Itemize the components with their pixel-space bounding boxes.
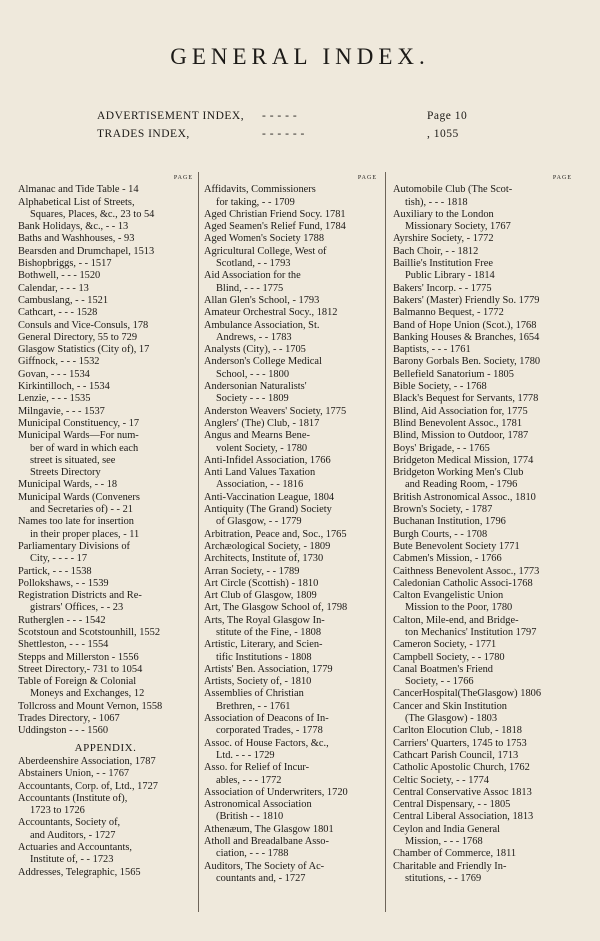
index-entry: Assoc. of House Factors, &c.,: [204, 737, 329, 749]
header-index-references: [97, 110, 517, 146]
index-entry: and Reading Room, - 1796: [405, 479, 518, 491]
index-entry: stitutions, - - 1769: [405, 872, 482, 884]
index-entry: Bank Holidays, &c., - - 13: [18, 221, 129, 233]
index-entry: Public Library - 1814: [405, 270, 495, 282]
index-entry: Buchanan Institution, 1796: [393, 516, 506, 528]
index-entry: Arbitration, Peace and, Soc., 1765: [204, 528, 347, 540]
index-entry: Anti-Vaccination League, 1804: [204, 491, 335, 503]
index-entry: Tollcross and Mount Vernon, 1558: [18, 700, 163, 712]
index-entry: Assemblies of Christian: [204, 688, 304, 700]
index-entry: Partick, - - - 1538: [18, 565, 92, 577]
page-column-header: PAGE: [357, 175, 377, 181]
index-entry: British Astronomical Assoc., 1810: [393, 491, 536, 503]
index-entry: Cathcart, - - - 1528: [18, 307, 98, 319]
index-entry: Bute Benevolent Society 1771: [393, 540, 520, 552]
index-entry: Municipal Wards—For num-: [18, 430, 139, 442]
index-entry: Caithness Benevolent Assoc., 1773: [393, 565, 540, 577]
index-entry: Bakers' Incorp. - - 1775: [393, 282, 492, 294]
index-column-2: [204, 172, 377, 885]
index-entry: Uddingston - - - 1560: [18, 725, 109, 737]
index-entry: Barony Gorbals Ben. Society, 1780: [393, 356, 541, 368]
index-entry: Architects, Institute of, 1730: [204, 553, 324, 565]
index-entry: (British - - 1810: [216, 811, 284, 823]
index-entry: Banking Houses & Branches, 1654: [393, 331, 540, 343]
index-entry: Cameron Society, - 1771: [393, 639, 497, 651]
index-entry: Andrews, - - 1783: [216, 331, 292, 343]
index-entry: volent Society, - 1780: [216, 442, 308, 454]
index-entry: Anti-Infidel Association, 1766: [204, 454, 331, 466]
index-entry: Accountants, Corp. of, Ltd., 1727: [18, 780, 158, 792]
index-entry: Brethren, - - 1761: [216, 700, 291, 712]
index-entry: Giffnock, - - - 1532: [18, 356, 100, 368]
index-entry: Central Conservative Assoc 1813: [393, 786, 532, 798]
index-entry: Moneys and Exchanges, 12: [30, 688, 145, 700]
index-entry: Canal Boatmen's Friend: [393, 663, 493, 675]
index-entry: countants and, - 1727: [216, 872, 306, 884]
index-entry: Anti Land Values Taxation: [204, 467, 316, 479]
index-entry: Artists' Ben. Association, 1779: [204, 663, 333, 675]
index-entry: Municipal Wards (Conveners: [18, 491, 140, 503]
index-entry: Association, - - 1816: [216, 479, 304, 491]
page-column-header: PAGE: [173, 175, 193, 181]
index-entry: Kirkintilloch, - - 1534: [18, 381, 110, 393]
index-entry: Mission to the Poor, 1780: [405, 602, 513, 614]
index-entry: Aged Women's Society 1788: [204, 233, 325, 245]
index-entry: Lenzie, - - - 1535: [18, 393, 91, 405]
index-entry: Anderson's College Medical: [204, 356, 322, 368]
index-entry: Blind, - - - 1775: [216, 282, 284, 294]
index-entry: Blind, Aid Association for, 1775: [393, 405, 528, 417]
index-entry: Affidavits, Commissioners: [204, 184, 316, 196]
index-entry: Art Club of Glasgow, 1809: [204, 590, 317, 602]
index-entry: Bearsden and Drumchapel, 1513: [18, 245, 155, 257]
index-entry: Ltd. - - - 1729: [216, 749, 275, 761]
index-entry: Arran Society, - - 1789: [204, 565, 300, 577]
index-entry: Registration Districts and Re-: [18, 590, 142, 602]
index-entry: Table of Foreign & Colonial: [18, 676, 137, 688]
page-title: GENERAL INDEX.: [170, 44, 430, 69]
index-entry: Abstainers Union, - - 1767: [18, 768, 130, 780]
index-entry: tish), - - - 1818: [405, 196, 468, 208]
index-entry: City, - - - - 17: [30, 553, 88, 565]
index-entry: Actuaries and Accountants,: [18, 842, 132, 854]
index-entry: Ambulance Association, St.: [204, 319, 320, 331]
index-entry: in their proper places, - 11: [30, 528, 140, 540]
index-entry: Society, - - 1766: [405, 676, 474, 688]
index-entry: Cathcart Parish Council, 1713: [393, 749, 519, 761]
index-entry: Artists, Society of, - 1810: [204, 676, 312, 688]
index-entry: Bach Choir, - - 1812: [393, 245, 479, 257]
index-entry: Pollokshaws, - - 1539: [18, 577, 109, 589]
index-entry: Trades Directory, - 1067: [18, 713, 120, 725]
index-entry: Celtic Society, - - 1774: [393, 774, 489, 786]
index-entry: Automobile Club (The Scot-: [393, 184, 513, 196]
index-entry: Aid Association for the: [204, 270, 301, 282]
index-entry: Agricultural College, West of: [204, 245, 327, 257]
index-entry: Boys' Brigade, - - 1765: [393, 442, 490, 454]
index-entry: Bellefield Sanatorium - 1805: [393, 368, 514, 380]
index-entry: tific Institutions - 1808: [216, 651, 312, 663]
index-entry: Ceylon and India General: [393, 823, 501, 835]
index-entry: street is situated, see: [30, 454, 116, 466]
index-entry: gistrars' Offices, - - 23: [30, 602, 124, 614]
index-entry: Institute of, - - 1723: [30, 854, 114, 866]
index-entry: Addresses, Telegraphic, 1565: [18, 866, 141, 878]
index-entry: Andersonian Naturalists': [204, 381, 307, 393]
index-entry: Street Directory,- 731 to 1054: [18, 663, 143, 675]
index-entry: Auditors, The Society of Ac-: [204, 860, 325, 872]
index-entry: Art Circle (Scottish) - 1810: [204, 577, 319, 589]
index-entry: Accountants, Society of,: [18, 817, 121, 829]
index-entry: General Directory, 55 to 729: [18, 331, 138, 343]
index-entry: Bridgeton Working Men's Club: [393, 467, 524, 479]
index-entry: Alphabetical List of Streets,: [18, 196, 135, 208]
index-entry: Mission, - - - 1768: [405, 836, 483, 848]
index-entry: Scotland, - - 1793: [216, 258, 291, 270]
index-entry: Carlton Elocution Club, - 1818: [393, 725, 523, 737]
index-entry: Consuls and Vice-Consuls, 178: [18, 319, 149, 331]
index-entry: Art, The Glasgow School of, 1798: [204, 602, 348, 614]
index-entry: Carriers' Quarters, 1745 to 1753: [393, 737, 527, 749]
index-entry: Rutherglen - - - 1542: [18, 614, 106, 626]
index-entry: Campbell Society, - - 1780: [393, 651, 505, 663]
index-entry: Bakers' (Master) Friendly So. 1779: [393, 294, 540, 306]
index-entry: Stepps and Millerston - 1556: [18, 651, 139, 663]
index-entry: Anglers' (The) Club, - 1817: [204, 417, 320, 429]
index-entry: Society - - - 1809: [216, 393, 289, 405]
index-entry: corporated Trades, - 1778: [216, 725, 323, 737]
index-entry: Central Dispensary, - - 1805: [393, 799, 511, 811]
index-entry: Band of Hope Union (Scot.), 1768: [393, 319, 537, 331]
index-entry: Baptists, - - - 1761: [393, 344, 471, 356]
index-entry: of Glasgow, - - 1779: [216, 516, 302, 528]
index-entry: for taking, - - 1709: [216, 196, 295, 208]
column-divider: [198, 172, 199, 912]
index-entry: Blind, Mission to Outdoor, 1787: [393, 430, 529, 442]
index-entry: Missionary Society, 1767: [405, 221, 511, 233]
advertisement-index-row: [97, 110, 517, 128]
index-entry: Aged Seamen's Relief Fund, 1784: [204, 221, 346, 233]
index-entry: Municipal Wards, - - 18: [18, 479, 118, 491]
index-entry: ton Mechanics' Institution 1797: [405, 626, 537, 638]
index-entry: Charitable and Friendly In-: [393, 860, 507, 872]
index-entry: Allan Glen's School, - 1793: [204, 294, 320, 306]
index-entry: Names too late for insertion: [18, 516, 134, 528]
index-entry: Squares, Places, &c., 23 to 54: [30, 208, 155, 220]
index-entry: Athenæum, The Glasgow 1801: [204, 823, 334, 835]
index-entry: Asso. for Relief of Incur-: [204, 762, 310, 774]
index-entry: Brown's Society, - 1787: [393, 504, 493, 516]
index-entry: Bothwell, - - - 1520: [18, 270, 101, 282]
index-entry: Central Liberal Association, 1813: [393, 811, 534, 823]
index-entry: Glasgow Statistics (City of), 17: [18, 344, 150, 356]
index-entry: Calendar, - - - 13: [18, 282, 89, 294]
index-entry: ber of ward in which each: [30, 442, 139, 454]
index-entry: Analysts (City), - - 1705: [204, 344, 306, 356]
advertisement-index-dashes: - - - - -: [262, 110, 298, 122]
index-entry: Baillie's Institution Free: [393, 258, 493, 270]
index-entry: Arts, The Royal Glasgow In-: [204, 614, 325, 626]
index-entry: Streets Directory: [30, 467, 101, 479]
index-entry: Ayrshire Society, - 1772: [393, 233, 494, 245]
page-column-header: PAGE: [552, 175, 572, 181]
index-entry: Archæological Society, - 1809: [204, 540, 331, 552]
index-column-1: [18, 172, 193, 879]
index-entry: Milngavie, - - - 1537: [18, 405, 105, 417]
index-entry: Cancer and Skin Institution: [393, 700, 507, 712]
advertisement-index-page: Page 10: [427, 110, 468, 122]
index-entry: Astronomical Association: [204, 799, 312, 811]
index-entry: Almanac and Tide Table - 14: [18, 184, 139, 196]
index-entry: Aberdeenshire Association, 1787: [18, 755, 156, 767]
index-entry: Cabmen's Mission, - 1766: [393, 553, 502, 565]
index-entry: Catholic Apostolic Church, 1762: [393, 762, 530, 774]
trades-index-page: , 1055: [427, 128, 459, 140]
index-entry: Amateur Orchestral Socy., 1812: [204, 307, 338, 319]
index-entry: Bridgeton Medical Mission, 1774: [393, 454, 534, 466]
index-entry: Aged Christian Friend Socy. 1781: [204, 208, 346, 220]
index-entry: CancerHospital(TheGlasgow) 1806: [393, 688, 542, 700]
index-entry: Govan, - - - 1534: [18, 368, 90, 380]
index-entry: ciation, - - - 1788: [216, 848, 289, 860]
index-entry: 1723 to 1726: [30, 805, 85, 817]
index-entry: Scotstoun and Scotstounhill, 1552: [18, 626, 161, 638]
index-entry: Artistic, Literary, and Scien-: [204, 639, 323, 651]
index-entry: and Secretaries of) - - 21: [30, 504, 133, 516]
index-entry: Municipal Constituency, - 17: [18, 417, 140, 429]
advertisement-index-label: ADVERTISEMENT INDEX,: [97, 110, 245, 122]
index-entry: Angus and Mearns Bene-: [204, 430, 310, 442]
index-entry: stitute of the Fine, - 1808: [216, 626, 322, 638]
index-entry: and Auditors, - 1727: [30, 829, 116, 841]
index-entry: Caledonian Catholic Associ-1768: [393, 577, 533, 589]
index-entry: Black's Bequest for Servants, 1778: [393, 393, 539, 405]
trades-index-dashes: - - - - - -: [262, 128, 305, 140]
index-entry: Parliamentary Divisions of: [18, 540, 130, 552]
index-entry: Auxiliary to the London: [393, 208, 494, 220]
column-divider: [385, 172, 386, 912]
index-entry: Calton, Mile-end, and Bridge-: [393, 614, 519, 626]
appendix-heading: APPENDIX.: [74, 741, 137, 754]
index-entry: (The Glasgow) - 1803: [405, 713, 498, 725]
index-entry: Burgh Courts, - - 1708: [393, 528, 488, 540]
index-entry: Antiquity (The Grand) Society: [204, 504, 332, 516]
index-entry: Accountants (Institute of),: [18, 792, 128, 804]
index-entry: School, - - - 1800: [216, 368, 290, 380]
index-entry: Balmanno Bequest, - 1772: [393, 307, 504, 319]
index-entry: Atholl and Breadalbane Asso-: [204, 836, 329, 848]
index-entry: Association of Underwriters, 1720: [204, 786, 348, 798]
trades-index-row: [97, 128, 517, 146]
index-entry: Baths and Washhouses, - 93: [18, 233, 135, 245]
index-entry: Shettleston, - - - 1554: [18, 639, 109, 651]
index-entry: Bible Society, - - 1768: [393, 381, 487, 393]
trades-index-label: TRADES INDEX,: [97, 128, 190, 140]
index-entry: Calton Evangelistic Union: [393, 590, 504, 602]
index-entry: Chamber of Commerce, 1811: [393, 848, 517, 860]
index-entry: Blind Benevolent Assoc., 1781: [393, 417, 523, 429]
index-entry: ables, - - - 1772: [216, 774, 282, 786]
index-column-3: [393, 172, 572, 885]
index-entry: Bishopbriggs, - - 1517: [18, 258, 112, 270]
index-entry: Association of Deacons of In-: [204, 713, 329, 725]
index-entry: Cambuslang, - - 1521: [18, 294, 109, 306]
index-entry: Anderston Weavers' Society, 1775: [204, 405, 347, 417]
